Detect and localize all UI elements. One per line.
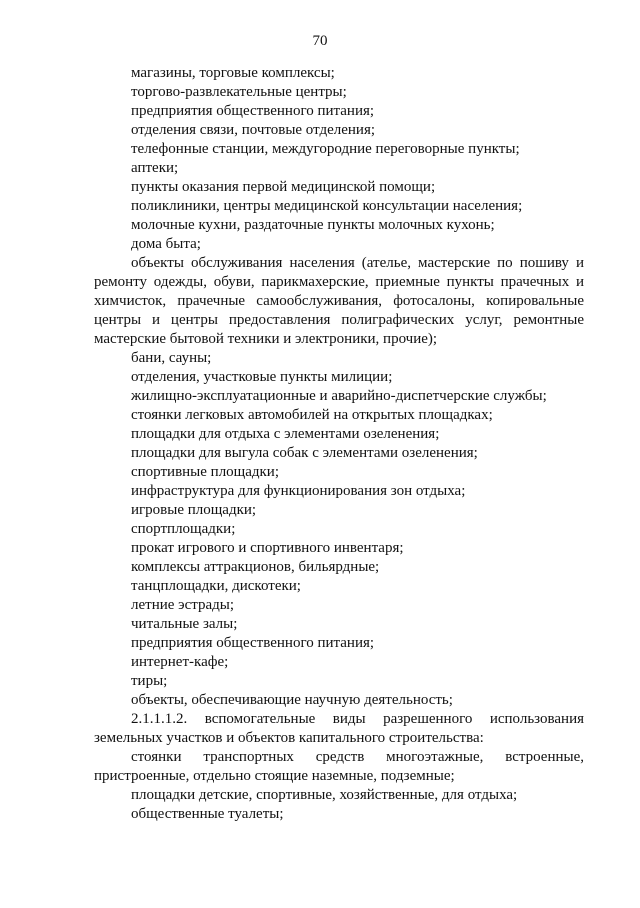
list-item: спортивные площадки; [131, 464, 280, 480]
paragraph-services: объекты обслуживания населения (ателье, мастерские по пошиву и ремонту одежды, обуви, парикмахерские, приемные пункты прачечных и химчисток, прачечные самообслуживания, фотосалоны, копировальные центры и центры предоставления полиграфических услуг, ремонтные мастерские бытовой техники и электроники, прочие); [94, 255, 584, 347]
list-item: объекты, обеспечивающие научную деятельность; [131, 692, 453, 708]
list-item: тиры; [131, 673, 168, 689]
list-item: танцплощадки, дискотеки; [131, 578, 301, 594]
list-item: бани, сауны; [131, 350, 212, 366]
paragraph-parking: стоянки транспортных средств многоэтажные, встроенные, пристроенные, отдельно стоящие наземные, подземные; [94, 749, 584, 784]
list-item: читальные залы; [131, 616, 238, 632]
list-item: телефонные станции, междугородние переговорные пункты; [131, 141, 520, 157]
paragraph-auxiliary-uses: 2.1.1.1.2. вспомогательные виды разрешенного использования земельных участков и объектов капитального строительства: [94, 711, 584, 746]
list-item: площадки для отдыха с элементами озеленения; [131, 426, 440, 442]
list-item: аптеки; [131, 160, 179, 176]
list-item: летние эстрады; [131, 597, 235, 613]
list-item: стоянки легковых автомобилей на открытых площадках; [131, 407, 493, 423]
list-item: торгово-развлекательные центры; [131, 84, 347, 100]
list-item: предприятия общественного питания; [131, 103, 375, 119]
list-item: интернет-кафе; [131, 654, 229, 670]
list-item: предприятия общественного питания; [131, 635, 375, 651]
document-body [94, 64, 584, 824]
list-item: инфраструктура для функционирования зон отдыха; [131, 483, 466, 499]
list-item: отделения связи, почтовые отделения; [131, 122, 376, 138]
list-item: комплексы аттракционов, бильярдные; [131, 559, 380, 575]
list-item: площадки детские, спортивные, хозяйственные, для отдыха; [131, 787, 518, 803]
list-item: пункты оказания первой медицинской помощи; [131, 179, 436, 195]
list-item: молочные кухни, раздаточные пункты молочных кухонь; [131, 217, 495, 233]
list-item: отделения, участковые пункты милиции; [131, 369, 393, 385]
list-item: прокат игрового и спортивного инвентаря; [131, 540, 404, 556]
list-item: дома быта; [131, 236, 201, 252]
list-item: жилищно-эксплуатационные и аварийно-диспетчерские службы; [131, 388, 547, 404]
list-item: общественные туалеты; [131, 806, 284, 822]
list-item: площадки для выгула собак с элементами озеленения; [131, 445, 478, 461]
list-item: магазины, торговые комплексы; [131, 65, 335, 81]
list-item: игровые площадки; [131, 502, 257, 518]
page-number: 70 [312, 33, 328, 49]
list-item: спортплощадки; [131, 521, 236, 537]
list-item: поликлиники, центры медицинской консультации населения; [131, 198, 523, 214]
